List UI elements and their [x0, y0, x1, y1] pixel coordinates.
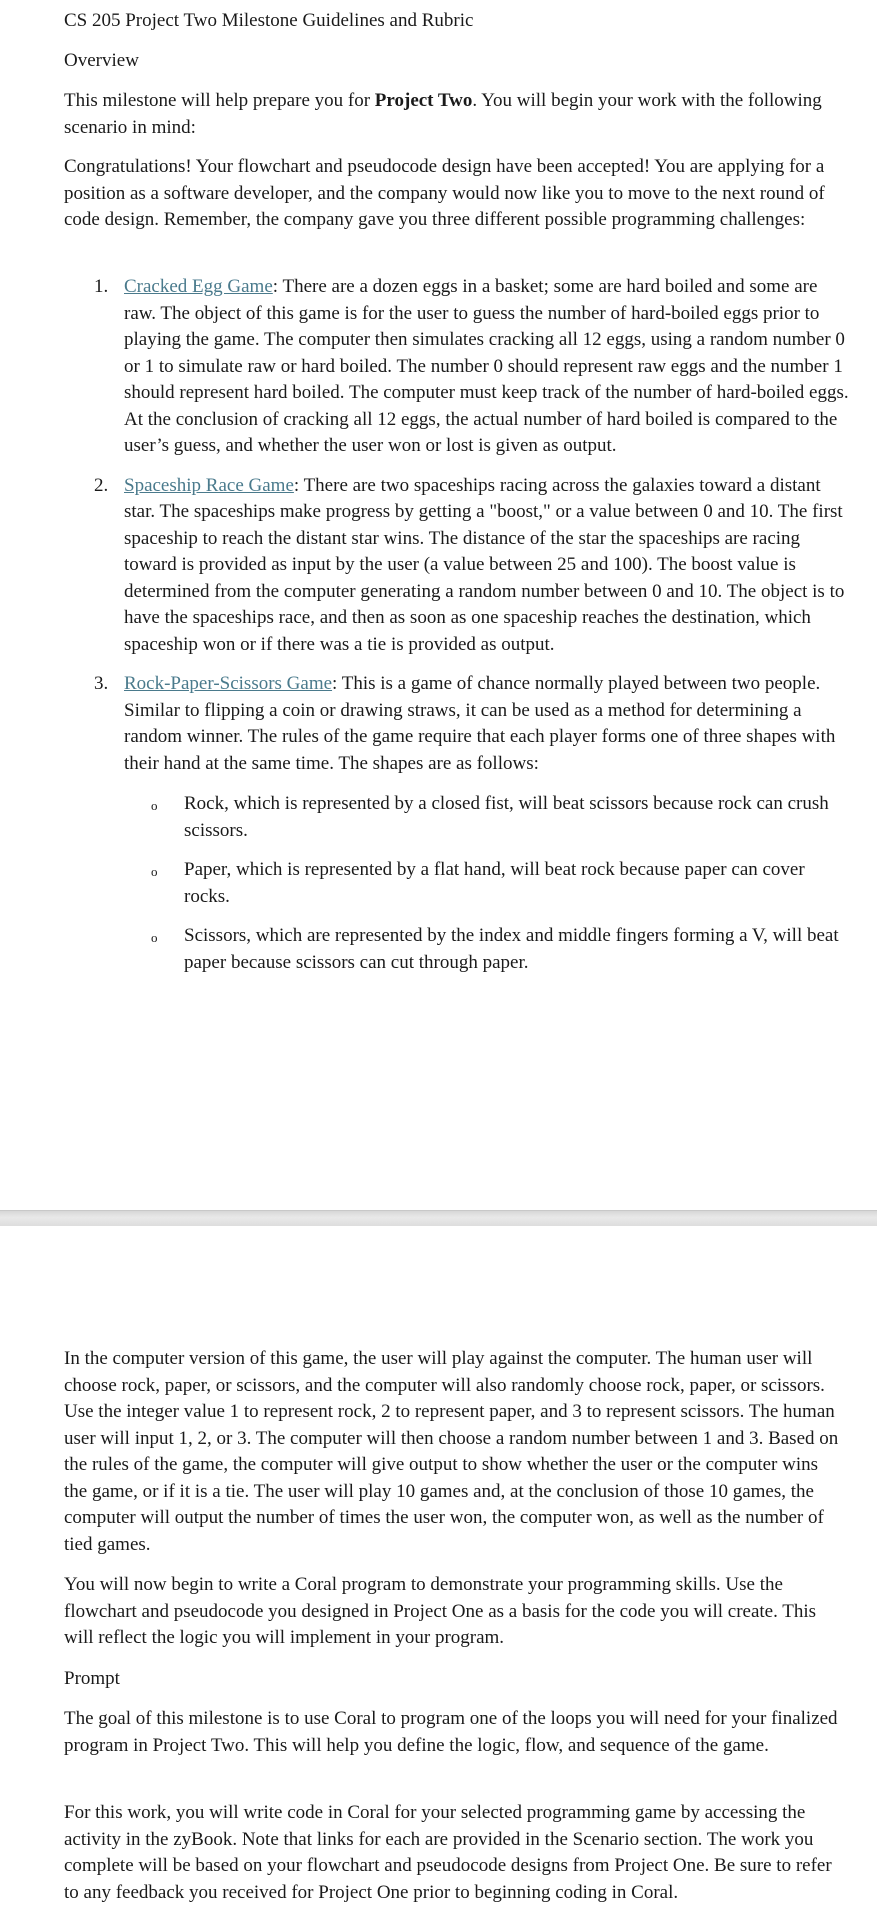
challenge-number: 1.	[94, 276, 109, 297]
scenario-paragraph	[64, 154, 844, 234]
cracked-egg-game-link[interactable]: Cracked Egg Game	[124, 276, 273, 297]
prompt-goal-text: The goal of this milestone is to use Coral to program one of the loops you will need for your finalized program in Project Two. This will help you define the logic, flow, and sequence of the game.	[64, 1708, 838, 1756]
challenge-description: : This is a game of chance normally played between two people. Similar to flipping a coin or drawing straws, it can be used as a method for determining a random winner. The rules of the game require that each player forms one of three shapes with their hand at the same time. The shapes are as follows:	[124, 673, 836, 774]
challenge-description: : There are a dozen eggs in a basket; some are hard boiled and some are raw. The object of this game is for the user to guess the number of hard-boiled eggs prior to playing the game. The computer then simulates cracking all 12 eggs, using a random number 0 or 1 to simulate raw or hard boiled. The number 0 should represent raw eggs and the number 1 should represent hard boiled. The computer must keep track of the number of hard-boiled eggs. At the conclusion of cracking all 12 eggs, the actual number of hard boiled is compared to the user’s guess, and whether the user won or lost is given as output.	[124, 276, 849, 456]
challenge-item-rock-paper-scissors	[64, 671, 854, 976]
coral-intro-paragraph	[64, 1572, 844, 1652]
intro-bold-project-two: Project Two	[374, 90, 473, 111]
document-title: CS 205 Project Two Milestone Guidelines and Rubric	[64, 10, 474, 31]
prompt-goal-paragraph	[64, 1706, 844, 1759]
challenge-item-spaceship-race	[64, 473, 854, 659]
challenge-item-cracked-egg	[64, 274, 854, 460]
prompt-work-text: For this work, you will write code in Coral for your selected programming game by accessing the activity in the zyBook. Note that links for each are provided in the Scenario section. The work you complete will be based on your flowchart and pseudocode designs from Project One. Be sure to refer to any feedback you received for Project One prior to beginning coding in Coral.	[64, 1802, 832, 1903]
shapes-list	[124, 791, 854, 976]
challenge-number: 3.	[94, 673, 109, 694]
shape-item-paper	[124, 857, 854, 910]
overview-heading: Overview	[64, 50, 139, 71]
challenge-description: : There are two spaceships racing across the galaxies toward a distant star. The spaceships make progress by getting a "boost," or a value between 0 and 10. The first spaceship to reach the distant star wins. The distance of the star the spaceships are racing toward is provided as input by the user (a value between 25 and 100). The boost value is determined from the computer generating a random number between 0 and 10. The object is to have the spaceships race, and then as soon as one spaceship reaches the destination, which spaceship won or if there was a tie is provided as output.	[124, 474, 845, 655]
prompt-heading: Prompt	[64, 1668, 120, 1689]
coral-intro-text: You will now begin to write a Coral program to demonstrate your programming skills. Use the flowchart and pseudocode you designed in Project One as a basis for the code you will create. This will reflect the logic you will implement in your program.	[64, 1574, 817, 1648]
bullet-circle-icon: o	[151, 864, 158, 879]
spaceship-race-game-link[interactable]: Spaceship Race Game	[124, 474, 294, 496]
rock-paper-scissors-game-link[interactable]: Rock-Paper-Scissors Game	[124, 673, 333, 694]
challenges-list-container	[64, 274, 854, 989]
intro-text: This milestone will help prepare you for	[64, 90, 375, 111]
shape-item-scissors	[124, 923, 854, 976]
document-page-2	[0, 1226, 877, 1917]
shape-item-rock	[124, 791, 854, 844]
challenge-number: 2.	[94, 474, 109, 496]
scenario-text: Congratulations! Your flowchart and pseudocode design have been accepted! You are applying for a position as a software developer, and the company would now like you to move to the next round of code design. Remember, the company gave you three different possible programming challenges:	[64, 156, 825, 230]
bullet-circle-icon: o	[151, 798, 158, 813]
computer-version-paragraph	[64, 1346, 844, 1558]
shape-text: Paper, which is represented by a flat hand, will beat rock because paper can cover rocks.	[184, 859, 805, 907]
shape-text: Rock, which is represented by a closed fist, will beat scissors because rock can crush scissors.	[184, 793, 829, 841]
intro-paragraph	[64, 88, 844, 141]
intro-text-end: . You will begin your work with the following scenario in mind:	[64, 90, 822, 138]
challenges-list	[64, 274, 854, 976]
bullet-circle-icon: o	[151, 930, 158, 945]
prompt-work-paragraph	[64, 1800, 844, 1906]
shape-text: Scissors, which are represented by the index and middle fingers forming a V, will beat paper because scissors can cut through paper.	[184, 925, 839, 973]
computer-version-text: In the computer version of this game, the user will play against the computer. The human user will choose rock, paper, or scissors, and the computer will also randomly choose rock, paper, or scissors. Use the integer value 1 to represent rock, 2 to represent paper, and 3 to represent scissors. The human user will input 1, 2, or 3. The computer will then choose a random number between 1 and 3. Based on the rules of the game, the computer will give output to show whether the user or the computer wins the game, or if it is a tie. The user will play 10 games and, at the conclusion of those 10 games, the computer will output the number of times the user won, the computer won, as well as the number of tied games.	[64, 1348, 839, 1555]
